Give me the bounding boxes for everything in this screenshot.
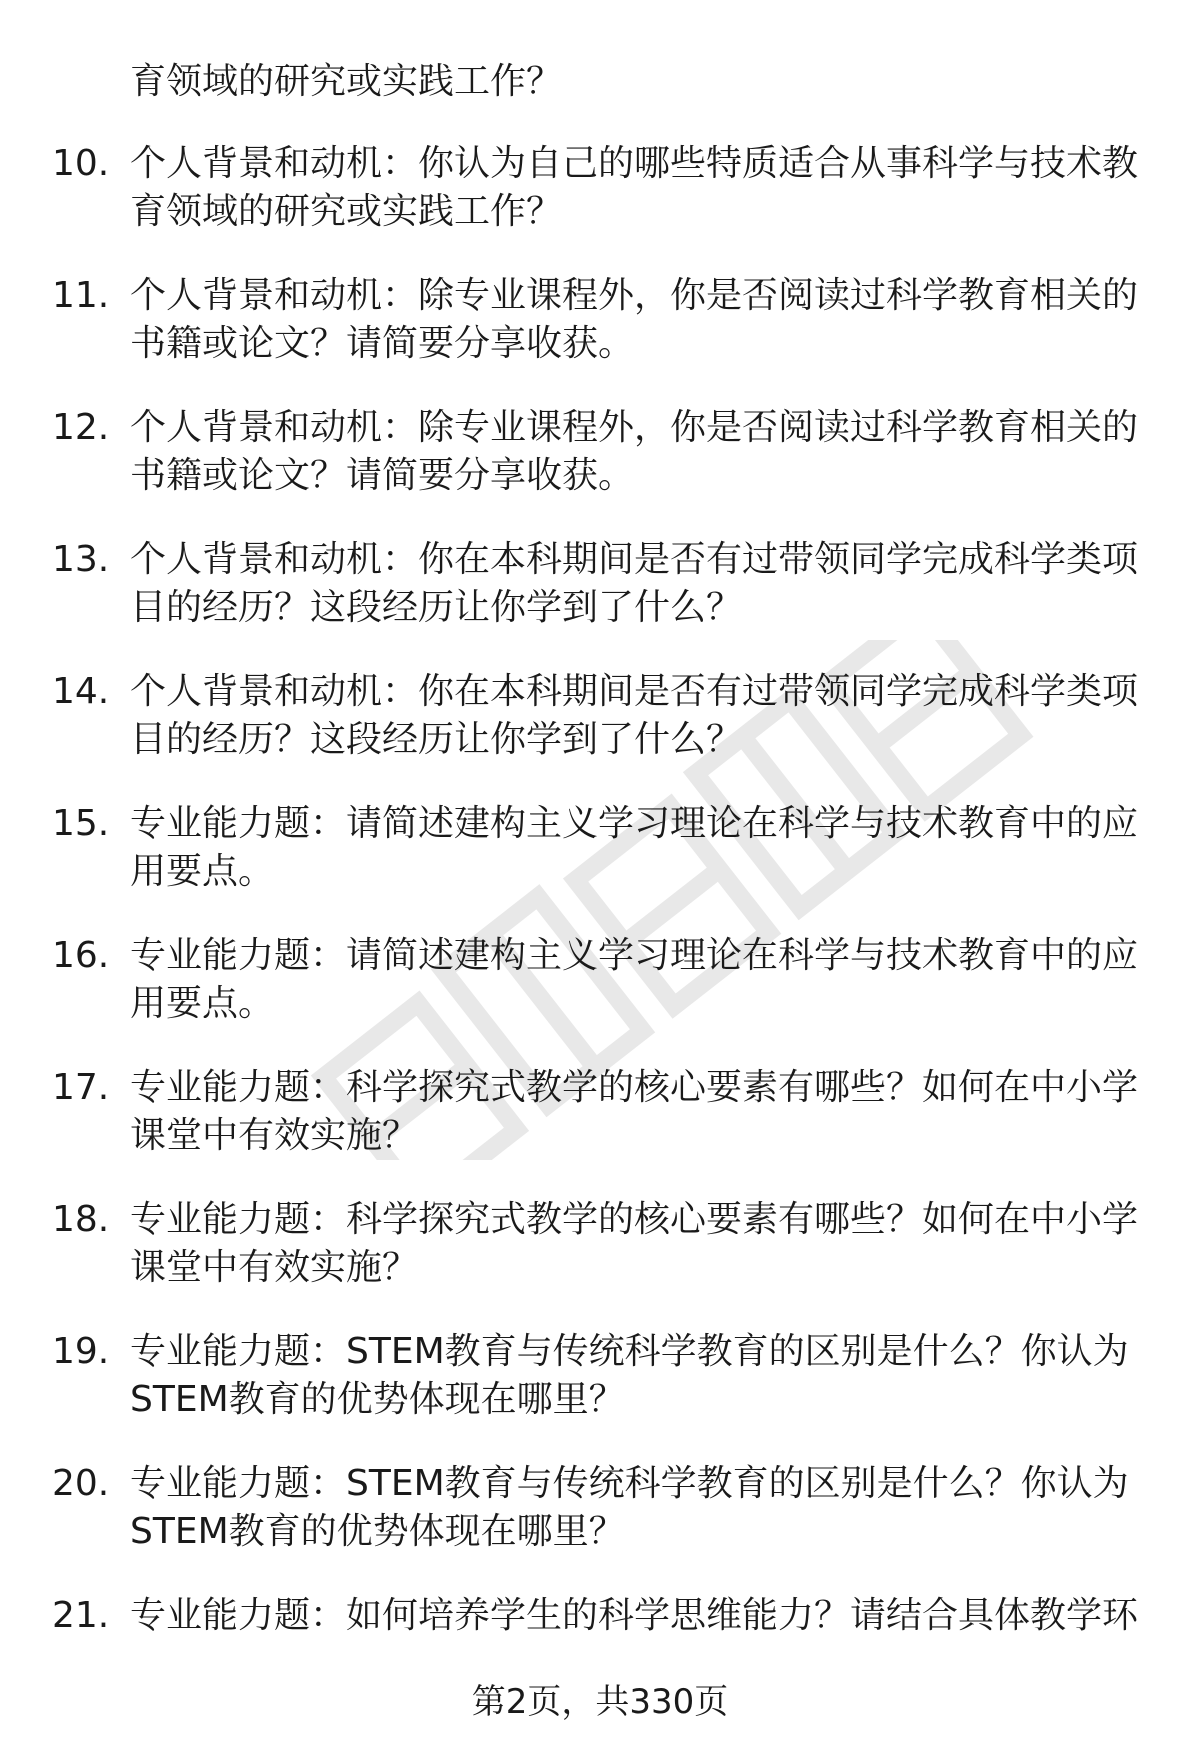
question-text-line: 专业能力题：科学探究式教学的核心要素有哪些？如何在中小学 [130,1067,1139,1108]
question-number: 13. [52,539,110,580]
question-text-line: 个人背景和动机：你在本科期间是否有过带领同学完成科学类项 [130,671,1139,712]
question-text [130,1328,1140,1424]
question-text-line: 书籍或论文？请简要分享收获。 [130,455,635,496]
question-text-line: 用要点。 [130,851,275,892]
question-text-line: 专业能力题：科学探究式教学的核心要素有哪些？如何在中小学 [130,1199,1139,1240]
question-number: 20. [52,1463,110,1504]
question-number: 14. [52,671,110,712]
question-text-line: STEM教育的优势体现在哪里？ [130,1379,625,1420]
question-text-line: 课堂中有效实施？ [130,1247,419,1288]
question-item [0,932,1200,1064]
question-text-line: 专业能力题：如何培养学生的科学思维能力？请结合具体教学环 [130,1595,1139,1636]
question-item [0,536,1200,668]
question-text [130,140,1140,236]
question-number: 11. [52,275,110,316]
question-text-line: 专业能力题：STEM教育与传统科学教育的区别是什么？你认为 [130,1463,1129,1504]
question-item [0,1064,1200,1196]
question-item [0,272,1200,404]
question-text-line: 专业能力题：请简述建构主义学习理论在科学与技术教育中的应 [130,935,1139,976]
question-text-line: STEM教育的优势体现在哪里？ [130,1511,625,1552]
question-item [0,404,1200,536]
question-text-line: 用要点。 [130,983,275,1024]
question-item [0,1328,1200,1460]
question-text [130,1592,1140,1640]
question-number: 12. [52,407,110,448]
question-text [130,668,1140,764]
question-text-line: 目的经历？这段经历让你学到了什么？ [130,719,743,760]
question-text-line: 个人背景和动机：除专业课程外，你是否阅读过科学教育相关的 [130,407,1139,448]
question-text [130,800,1140,896]
question-text [130,272,1140,368]
question-number: 16. [52,935,110,976]
question-text [130,1460,1140,1556]
question-text-line: 育领域的研究或实践工作？ [130,191,563,232]
continuation-line: 育领域的研究或实践工作？ [130,61,563,102]
question-number: 17. [52,1067,110,1108]
question-item [0,140,1200,272]
question-number: 15. [52,803,110,844]
page-footer: 第2页，共330页 [471,1682,729,1722]
question-text [130,1196,1140,1292]
question-list [0,140,1200,1724]
question-number: 19. [52,1331,110,1372]
question-text-line: 个人背景和动机：你认为自己的哪些特质适合从事科学与技术教 [130,143,1139,184]
question-number: 21. [52,1595,110,1636]
question-item [0,800,1200,932]
question-number: 18. [52,1199,110,1240]
question-text-line: 个人背景和动机：除专业课程外，你是否阅读过科学教育相关的 [130,275,1139,316]
question-text-line: 个人背景和动机：你在本科期间是否有过带领同学完成科学类项 [130,539,1139,580]
question-text-line: 课堂中有效实施？ [130,1115,419,1156]
question-text [130,404,1140,500]
question-text-line: 书籍或论文？请简要分享收获。 [130,323,635,364]
question-text-line: 专业能力题：请简述建构主义学习理论在科学与技术教育中的应 [130,803,1139,844]
question-text-line: 专业能力题：STEM教育与传统科学教育的区别是什么？你认为 [130,1331,1129,1372]
question-item [0,1460,1200,1592]
question-number: 10. [52,143,110,184]
question-item [0,1196,1200,1328]
question-item [0,668,1200,800]
question-text [130,1064,1140,1160]
question-text-line: 目的经历？这段经历让你学到了什么？ [130,587,743,628]
question-text [130,536,1140,632]
question-text [130,932,1140,1028]
